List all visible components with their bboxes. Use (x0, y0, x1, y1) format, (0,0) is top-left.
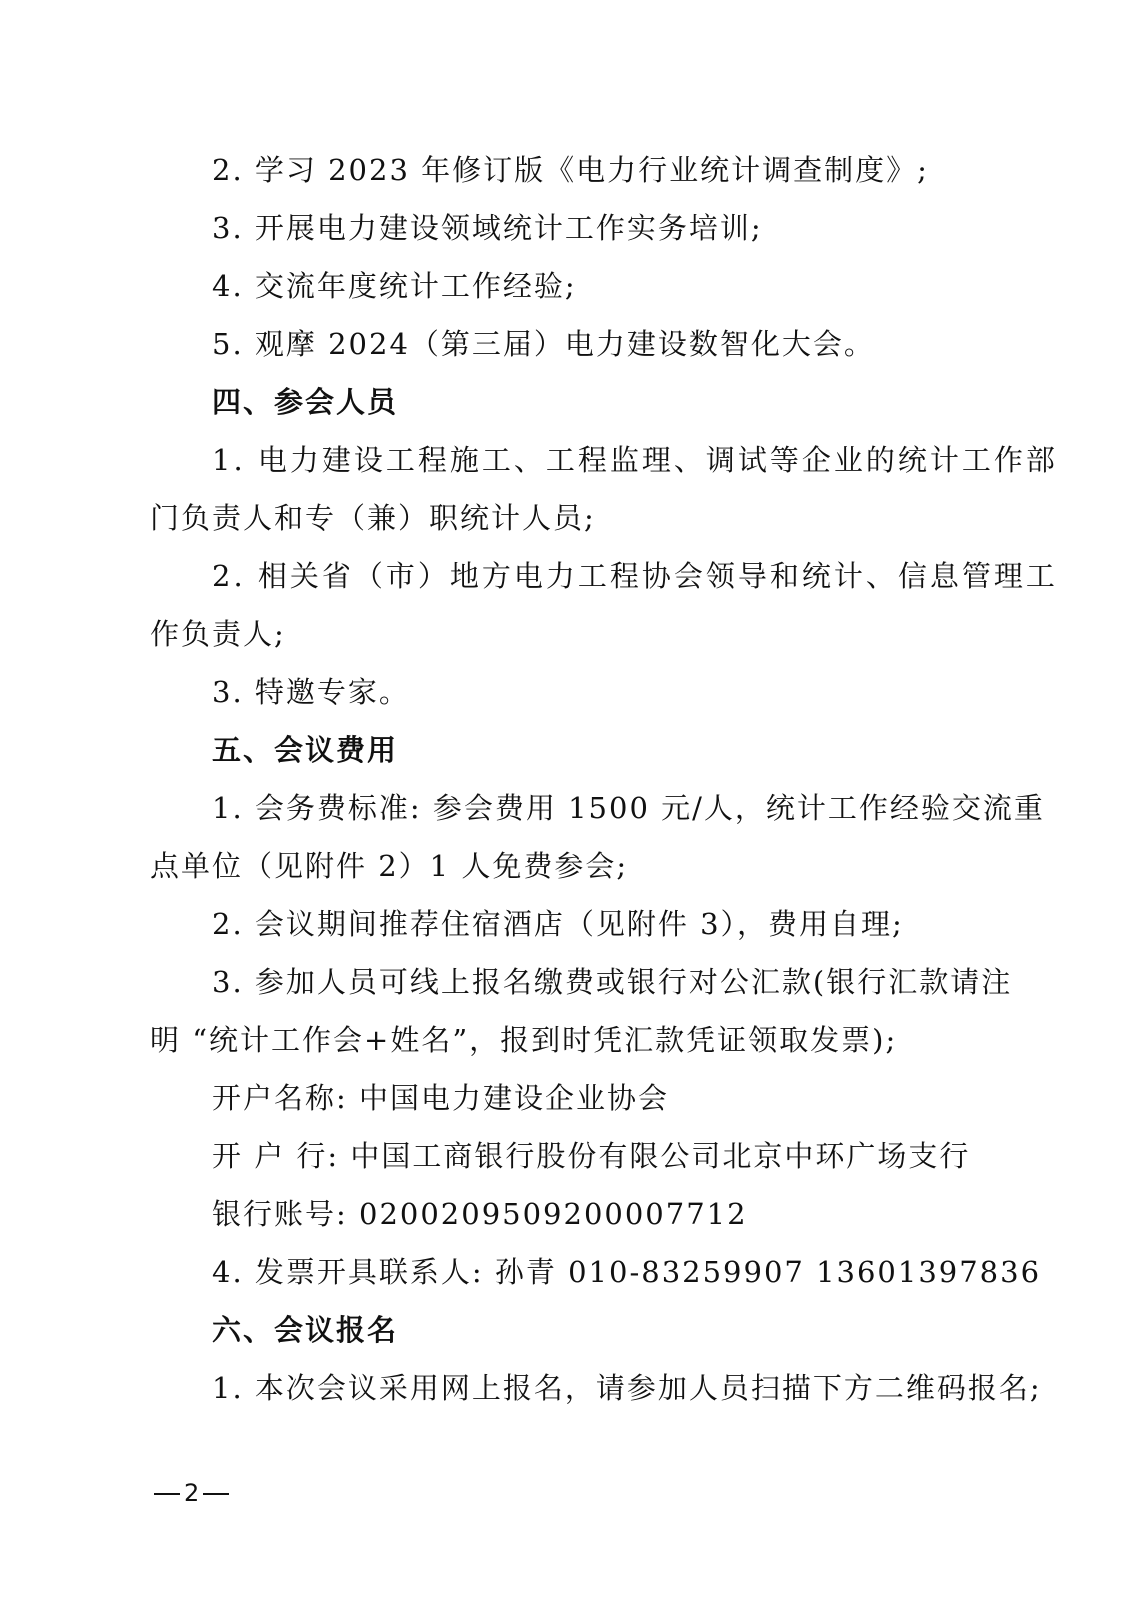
account-bank: 开 户 行: 中国工商银行股份有限公司北京中环广场支行 (212, 1139, 971, 1173)
fee-item-3: 3. 参加人员可线上报名缴费或银行对公汇款(银行汇款请注 (212, 965, 1013, 999)
invoice-contact: 4. 发票开具联系人: 孙青 010-83259907 13601397836 (212, 1255, 1042, 1289)
attendee-item-1-cont: 门负责人和专（兼）职统计人员; (150, 501, 596, 535)
attendee-item-3: 3. 特邀专家。 (212, 675, 410, 709)
agenda-item-5: 5. 观摩 2024（第三届）电力建设数智化大会。 (212, 327, 875, 361)
attendee-item-1: 1. 电力建设工程施工、工程监理、调试等企业的统计工作部 (212, 443, 1058, 477)
registration-item-1: 1. 本次会议采用网上报名，请参加人员扫描下方二维码报名; (212, 1371, 1042, 1405)
page-number: 2 (184, 1479, 200, 1507)
attendee-item-2-cont: 作负责人; (150, 617, 286, 651)
section-heading-attendees: 四、参会人员 (212, 385, 399, 419)
account-name: 开户名称: 中国电力建设企业协会 (212, 1081, 669, 1115)
fee-item-1-cont: 点单位（见附件 2）1 人免费参会; (150, 849, 629, 883)
section-heading-fees: 五、会议费用 (212, 733, 399, 767)
agenda-item-3: 3. 开展电力建设领域统计工作实务培训; (212, 211, 763, 245)
footer-dash-left (154, 1493, 180, 1495)
fee-item-2: 2. 会议期间推荐住宿酒店（见附件 3），费用自理; (212, 907, 904, 941)
account-number: 银行账号: 0200209509200007712 (212, 1197, 748, 1231)
fee-item-1: 1. 会务费标准: 参会费用 1500 元/人，统计工作经验交流重 (212, 791, 1045, 825)
section-heading-registration: 六、会议报名 (212, 1313, 399, 1347)
fee-item-3-cont: 明 “统计工作会+姓名”，报到时凭汇款凭证领取发票); (150, 1023, 898, 1057)
page-footer (150, 1478, 233, 1508)
agenda-item-4: 4. 交流年度统计工作经验; (212, 269, 577, 303)
attendee-item-2: 2. 相关省（市）地方电力工程协会领导和统计、信息管理工 (212, 559, 1058, 593)
footer-dash-right (203, 1493, 229, 1495)
agenda-item-2: 2. 学习 2023 年修订版《电力行业统计调查制度》; (212, 153, 929, 187)
